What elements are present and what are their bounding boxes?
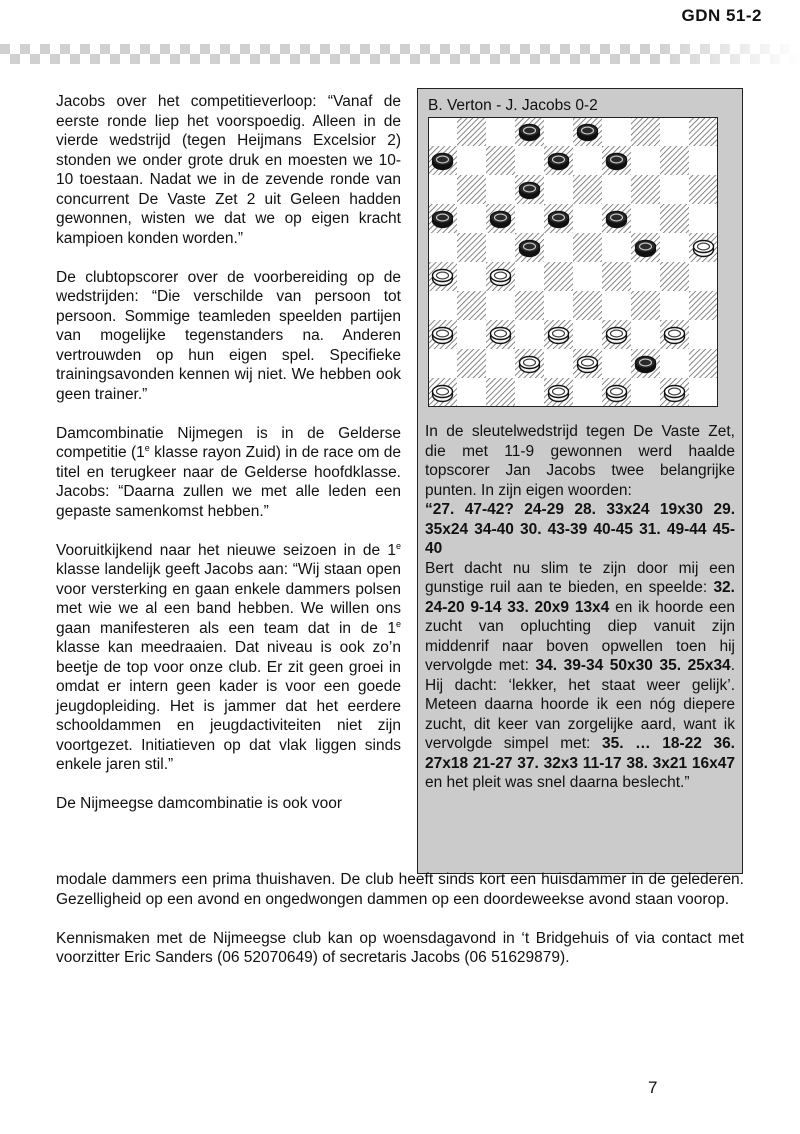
board-square-dark (631, 175, 660, 204)
board-square-dark (457, 291, 486, 320)
black-piece (636, 241, 656, 257)
white-piece (549, 328, 569, 344)
game-sidebar-box (417, 88, 743, 874)
game-comment: en het pleit was snel daarna beslecht.” (425, 774, 690, 791)
board-square-light (660, 175, 689, 204)
game-moves: 32. 24-20 9-14 33. 20x9 13x4 (425, 579, 735, 616)
white-piece (433, 270, 453, 286)
black-piece (607, 154, 627, 170)
board-square-light (544, 233, 573, 262)
board-square-light (573, 378, 602, 407)
board-square-light (486, 349, 515, 378)
board-square-dark (689, 291, 718, 320)
board-square-dark (457, 233, 486, 262)
black-piece (549, 154, 569, 170)
board-square-light (689, 146, 718, 175)
board-square-light (689, 320, 718, 349)
board-square-dark (573, 233, 602, 262)
board-square-dark (689, 117, 718, 146)
board-square-light (573, 146, 602, 175)
board-square-light (689, 378, 718, 407)
game-moves: 35. … 18-22 36. 27x18 21-27 37. 32x3 11-17 38. 3x21 16x47 (425, 735, 735, 772)
white-piece (665, 328, 685, 344)
game-moves: “27. 47-42? 24-29 28. 33x24 19x30 29. 35x24 34-40 30. 43-39 40-45 31. 49-44 45-40 (425, 501, 735, 557)
board-square-light (602, 291, 631, 320)
board-square-light (515, 378, 544, 407)
board-square-light (544, 291, 573, 320)
board-square-dark (660, 146, 689, 175)
black-piece (549, 212, 569, 228)
board-square-light (631, 320, 660, 349)
board-square-light (631, 262, 660, 291)
board-square-dark (602, 262, 631, 291)
board-square-light (428, 233, 457, 262)
board-square-light (457, 378, 486, 407)
draughts-board-diagram (428, 117, 718, 407)
left-column-text (56, 92, 401, 814)
board-square-light (486, 117, 515, 146)
board-square-light (602, 349, 631, 378)
game-comment: en ik hoorde een zucht van opluchting diep vanuit zijn middenrif naar boven opwellen toen hij vervolgde met: (425, 598, 735, 674)
board-square-dark (660, 262, 689, 291)
black-piece (520, 183, 540, 199)
board-square-light (515, 320, 544, 349)
board-square-light (515, 146, 544, 175)
white-piece (491, 328, 511, 344)
paragraph-new-season: Vooruitkijkend naar het nieuwe seizoen in de 1e klasse landelijk geeft Jacobs aan: “Wij staan open voor versterking en gaan enkele dammers polsen met wie we al een band hebben. We willen ons gaan manifesteren als een team dat in de 1e klasse kan meedraaien. Dat niveau is ook zo’n beetje de top voor onze club. Er zit geen groei in omdat er intern geen kader is voor een goede jeugdopleiding. Het is jammer dat het eerdere schooldammen en jeugdactiviteiten niet zijn voortgezet. Initiatieven op dat vlak liggen sinds enkele jaren stil.” (56, 540, 401, 773)
board-square-light (457, 262, 486, 291)
board-square-dark (631, 117, 660, 146)
board-square-light (660, 117, 689, 146)
board-square-dark (660, 204, 689, 233)
white-piece (665, 386, 685, 402)
black-piece (578, 125, 598, 141)
white-piece (607, 386, 627, 402)
board-square-dark (573, 175, 602, 204)
board-square-dark (544, 262, 573, 291)
board-square-light (544, 349, 573, 378)
page-number: 7 (648, 1078, 658, 1097)
board-square-light (602, 175, 631, 204)
board-square-light (486, 233, 515, 262)
white-piece (694, 241, 714, 257)
board-square-light (457, 320, 486, 349)
board-square-dark (486, 378, 515, 407)
board-square-light (486, 291, 515, 320)
board-square-light (544, 117, 573, 146)
paragraph-preparation: De clubtopscorer over de voorbereiding op de wedstrijden: “Die verschilde van persoon tot persoon. Sommige teamleden speelden partijen van mogelijke tegenstanders na. Anderen vertrouwden op hun eigen spel. Specifieke trainingsavonden kennen wij niet. We hebben ook geen trainer.” (56, 268, 401, 403)
board-square-light (573, 262, 602, 291)
board-square-light (428, 291, 457, 320)
game-comment: . Hij dacht: ‘lekker, het staat weer gelijk’. Meteen daarna hoorde ik een nóg diepere zucht, dit keer van zorgelijke aard, want ik vervolgde simpel met: (425, 657, 735, 752)
board-square-light (428, 175, 457, 204)
board-caption: B. Verton - J. Jacobs 0-2 (428, 97, 598, 114)
white-piece (607, 328, 627, 344)
white-piece (578, 357, 598, 373)
board-square-light (689, 262, 718, 291)
board-square-light (515, 262, 544, 291)
game-comment: Bert dacht nu slim te zijn door mij een gunstige ruil aan te bieden, en speelde: (425, 559, 735, 596)
board-square-light (689, 204, 718, 233)
black-piece (491, 212, 511, 228)
paragraph-gelderse-competition: Damcombinatie Nijmegen is in de Gelderse competitie (1e klasse rayon Zuid) in de race om de titel en terugkeer naar de Gelderse hoofdklasse. Jacobs: “Daarna zullen we met alle leden een gepaste samenkomst hebben.” (56, 424, 402, 520)
paragraph-home-start: De Nijmeegse damcombinatie is ook voor (56, 795, 343, 812)
board-square-light (631, 204, 660, 233)
black-piece (607, 212, 627, 228)
page-header-title: GDN 51-2 (681, 6, 762, 25)
board-square-light (573, 204, 602, 233)
board-square-light (602, 233, 631, 262)
board-square-light (428, 117, 457, 146)
board-square-dark (515, 291, 544, 320)
black-piece (520, 241, 540, 257)
board-square-dark (631, 291, 660, 320)
board-square-dark (486, 146, 515, 175)
checker-strip-decoration (0, 44, 800, 64)
white-piece (433, 386, 453, 402)
game-notes-text (425, 422, 735, 793)
black-piece (520, 125, 540, 141)
black-piece (433, 212, 453, 228)
board-square-light (631, 146, 660, 175)
board-square-light (428, 349, 457, 378)
white-piece (520, 357, 540, 373)
board-square-dark (457, 349, 486, 378)
board-square-light (573, 320, 602, 349)
board-square-light (457, 146, 486, 175)
white-piece (433, 328, 453, 344)
board-square-dark (457, 175, 486, 204)
board-square-light (544, 175, 573, 204)
black-piece (636, 357, 656, 373)
board-square-dark (689, 349, 718, 378)
board-square-light (515, 204, 544, 233)
board-square-light (631, 378, 660, 407)
black-piece (433, 154, 453, 170)
game-comment: In de sleutelwedstrijd tegen De Vaste Zet, die met 11-9 gewonnen werd haalde topscorer Jan Jacobs twee belangrijke punten. In zijn eigen woorden: (425, 423, 735, 499)
bottom-text (56, 870, 744, 987)
board-square-light (602, 117, 631, 146)
board-square-light (486, 175, 515, 204)
paragraph-competition: Jacobs over het competitieverloop: “Vanaf de eerste ronde liep het voorspoedig. Alleen in de vierde wedstrijd (tegen Heijmans Excelsior 2) stonden we onder grote druk en moesten we 10-10 toestaan. Nadat we in de zevende ronde van concurrent De Vaste Zet 2 uit Geleen hadden gewonnen, wisten we dat we op eigen kracht kampioen konden worden.” (56, 93, 401, 247)
board-square-light (660, 349, 689, 378)
paragraph-contact: Kennismaken met de Nijmeegse club kan op woensdagavond in ‘t Bridgehuis of via contact met voorzitter Eric Sanders (06 52070649) of secretaris Jacobs (06 51629879). (56, 929, 744, 966)
board-square-light (660, 291, 689, 320)
white-piece (491, 270, 511, 286)
paragraph-home-rest: modale dammers een prima thuishaven. De club heeft sinds kort een huisdammer in de gelederen. Gezelligheid op een avond en ongedwongen dammen op een doordeweekse avond staan voorop. (56, 871, 744, 908)
board-square-dark (573, 291, 602, 320)
board-square-light (457, 204, 486, 233)
board-square-light (660, 233, 689, 262)
board-square-dark (689, 175, 718, 204)
game-moves: 34. 39-34 50x30 35. 25x34 (535, 657, 731, 674)
board-square-dark (457, 117, 486, 146)
white-piece (549, 386, 569, 402)
